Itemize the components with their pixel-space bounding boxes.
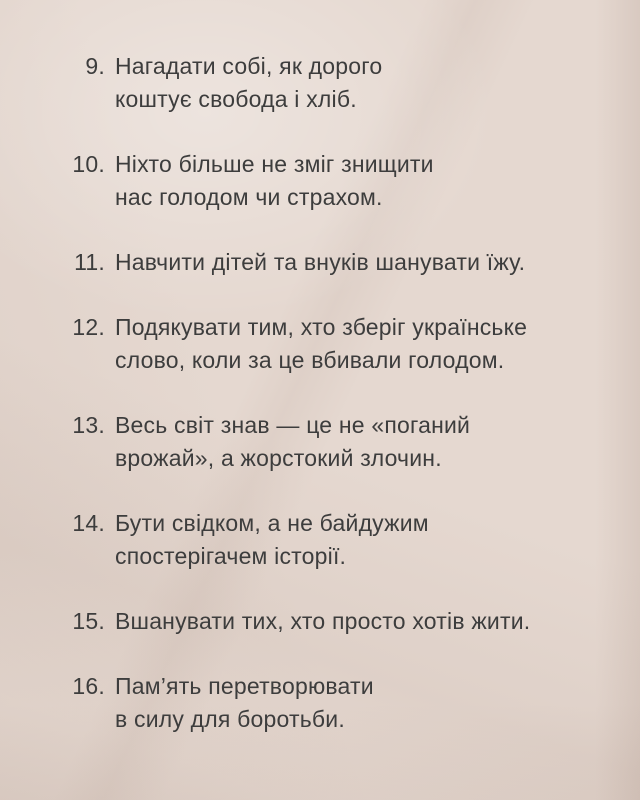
list-item — [61, 409, 610, 475]
list-item — [61, 50, 610, 116]
item-text-line: Нагадати собі, як дорого — [115, 53, 383, 79]
item-number: 13. — [72, 412, 105, 438]
item-text-line: слово, коли за це вбивали голодом. — [115, 347, 505, 373]
item-text-line: врожай», а жорстокий злочин. — [115, 445, 442, 471]
item-number: 11. — [74, 249, 105, 275]
item-text-line: спостерігачем історії. — [115, 543, 347, 569]
item-number: 10. — [72, 151, 105, 177]
item-text — [115, 507, 610, 573]
item-text-line: Пам’ять перетворювати — [115, 673, 374, 699]
list-item — [61, 670, 610, 736]
list-item — [61, 246, 610, 279]
item-text-line: нас голодом чи страхом. — [115, 184, 383, 210]
item-text-line: Подякувати тим, хто зберіг українське — [115, 314, 528, 340]
item-text-line: в силу для боротьби. — [115, 706, 345, 732]
item-number: 16. — [72, 673, 105, 699]
item-text — [115, 670, 610, 736]
item-text-line: Вшанувати тих, хто просто хотів жити. — [115, 608, 531, 634]
item-number: 12. — [72, 314, 105, 340]
item-text-line: Бути свідком, а не байдужим — [115, 510, 429, 536]
item-text — [115, 148, 610, 214]
item-number: 14. — [72, 510, 105, 536]
item-text — [115, 409, 610, 475]
list-item — [61, 605, 610, 638]
item-text — [115, 246, 610, 279]
item-text-line: Весь світ знав — це не «поганий — [115, 412, 471, 438]
list-item — [61, 311, 610, 377]
item-text-line: Навчити дітей та внуків шанувати їжу. — [115, 249, 526, 275]
item-text — [115, 50, 610, 116]
list-item — [61, 148, 610, 214]
item-text — [115, 311, 610, 377]
item-text-line: коштує свобода і хліб. — [115, 86, 357, 112]
list-item — [61, 507, 610, 573]
item-text-line: Ніхто більше не зміг знищити — [115, 151, 434, 177]
item-number: 9. — [85, 53, 105, 79]
item-text — [115, 605, 610, 638]
item-number: 15. — [72, 608, 105, 634]
